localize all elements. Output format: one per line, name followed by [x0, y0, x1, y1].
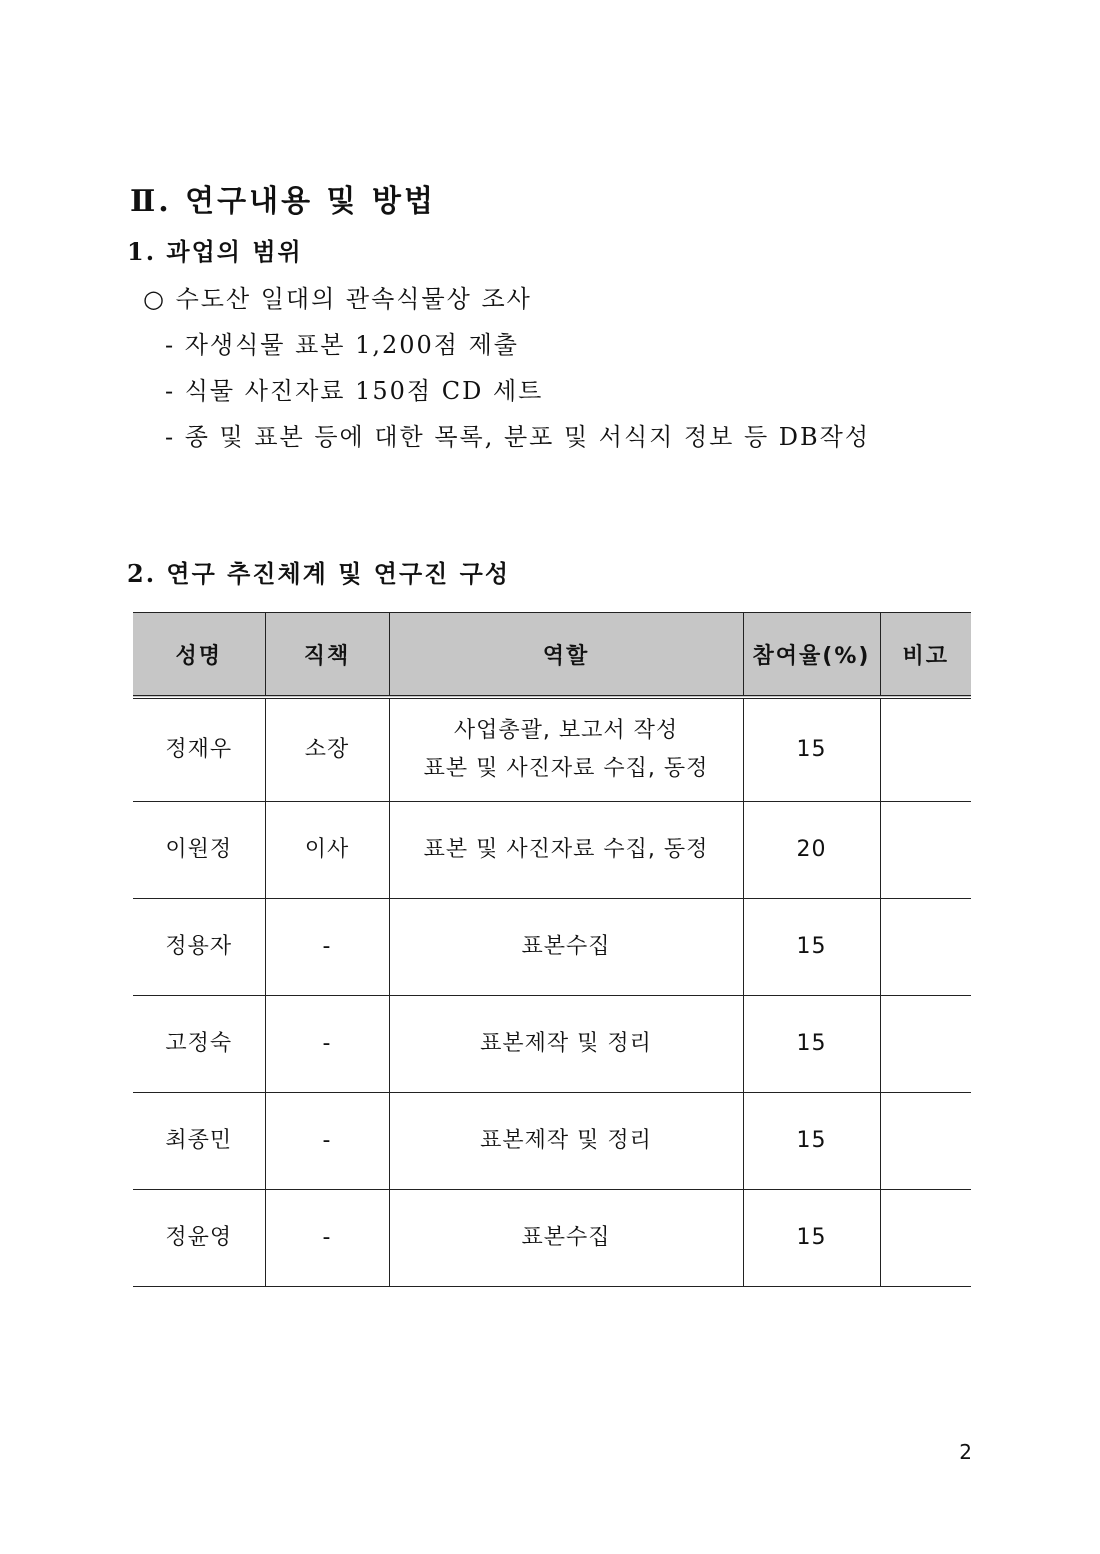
research-team-table	[133, 612, 971, 1287]
table-row	[133, 1093, 971, 1190]
cell-name: 정재우	[133, 697, 265, 802]
cell-position: 이사	[265, 802, 389, 899]
cell-name: 이원정	[133, 802, 265, 899]
table-row	[133, 802, 971, 899]
role-line: 표본제작 및 정리	[480, 1128, 652, 1153]
cell-role	[389, 899, 743, 996]
cell-name: 정용자	[133, 899, 265, 996]
header-name: 성명	[133, 613, 265, 698]
cell-rate: 15	[743, 899, 880, 996]
page-number: 2	[959, 1440, 972, 1464]
table-row	[133, 1190, 971, 1287]
cell-rate: 15	[743, 996, 880, 1093]
organization-heading: 2. 연구 추진체계 및 연구진 구성	[127, 559, 511, 588]
header-role: 역할	[389, 613, 743, 698]
cell-position: -	[265, 996, 389, 1093]
cell-note	[880, 899, 971, 996]
cell-rate: 20	[743, 802, 880, 899]
role-line: 사업총괄, 보고서 작성	[453, 718, 679, 743]
cell-position: -	[265, 1093, 389, 1190]
cell-position: -	[265, 899, 389, 996]
cell-rate: 15	[743, 697, 880, 802]
scope-heading: 1. 과업의 범위	[127, 237, 303, 266]
role-line: 표본수집	[521, 1225, 611, 1250]
cell-rate: 15	[743, 1190, 880, 1287]
cell-name: 최종민	[133, 1093, 265, 1190]
role-line: 표본제작 및 정리	[480, 1031, 652, 1056]
role-line: 표본 및 사진자료 수집, 동정	[423, 756, 709, 781]
cell-name: 고정숙	[133, 996, 265, 1093]
cell-note	[880, 996, 971, 1093]
table-row	[133, 899, 971, 996]
cell-note	[880, 1190, 971, 1287]
cell-note	[880, 1093, 971, 1190]
scope-bullet-main: ○ 수도산 일대의 관속식물상 조사	[143, 285, 532, 313]
cell-role	[389, 697, 743, 802]
cell-role	[389, 996, 743, 1093]
cell-role	[389, 802, 743, 899]
cell-role	[389, 1093, 743, 1190]
section-title: Ⅱ. 연구내용 및 방법	[130, 184, 436, 219]
table-header-row	[133, 613, 971, 698]
header-participation-rate: 참여율(%)	[743, 613, 880, 698]
table-row	[133, 697, 971, 802]
table-row	[133, 996, 971, 1093]
scope-item-photos: - 식물 사진자료 150점 CD 세트	[165, 377, 544, 405]
cell-note	[880, 697, 971, 802]
header-note: 비고	[880, 613, 971, 698]
cell-role	[389, 1190, 743, 1287]
cell-rate: 15	[743, 1093, 880, 1190]
scope-item-specimens: - 자생식물 표본 1,200점 제출	[165, 331, 519, 359]
role-line: 표본수집	[521, 934, 611, 959]
cell-position: -	[265, 1190, 389, 1287]
role-line: 표본 및 사진자료 수집, 동정	[423, 837, 709, 862]
cell-name: 정윤영	[133, 1190, 265, 1287]
cell-note	[880, 802, 971, 899]
cell-position: 소장	[265, 697, 389, 802]
scope-item-database: - 종 및 표본 등에 대한 목록, 분포 및 서식지 정보 등 DB작성	[165, 423, 871, 451]
header-position: 직책	[265, 613, 389, 698]
